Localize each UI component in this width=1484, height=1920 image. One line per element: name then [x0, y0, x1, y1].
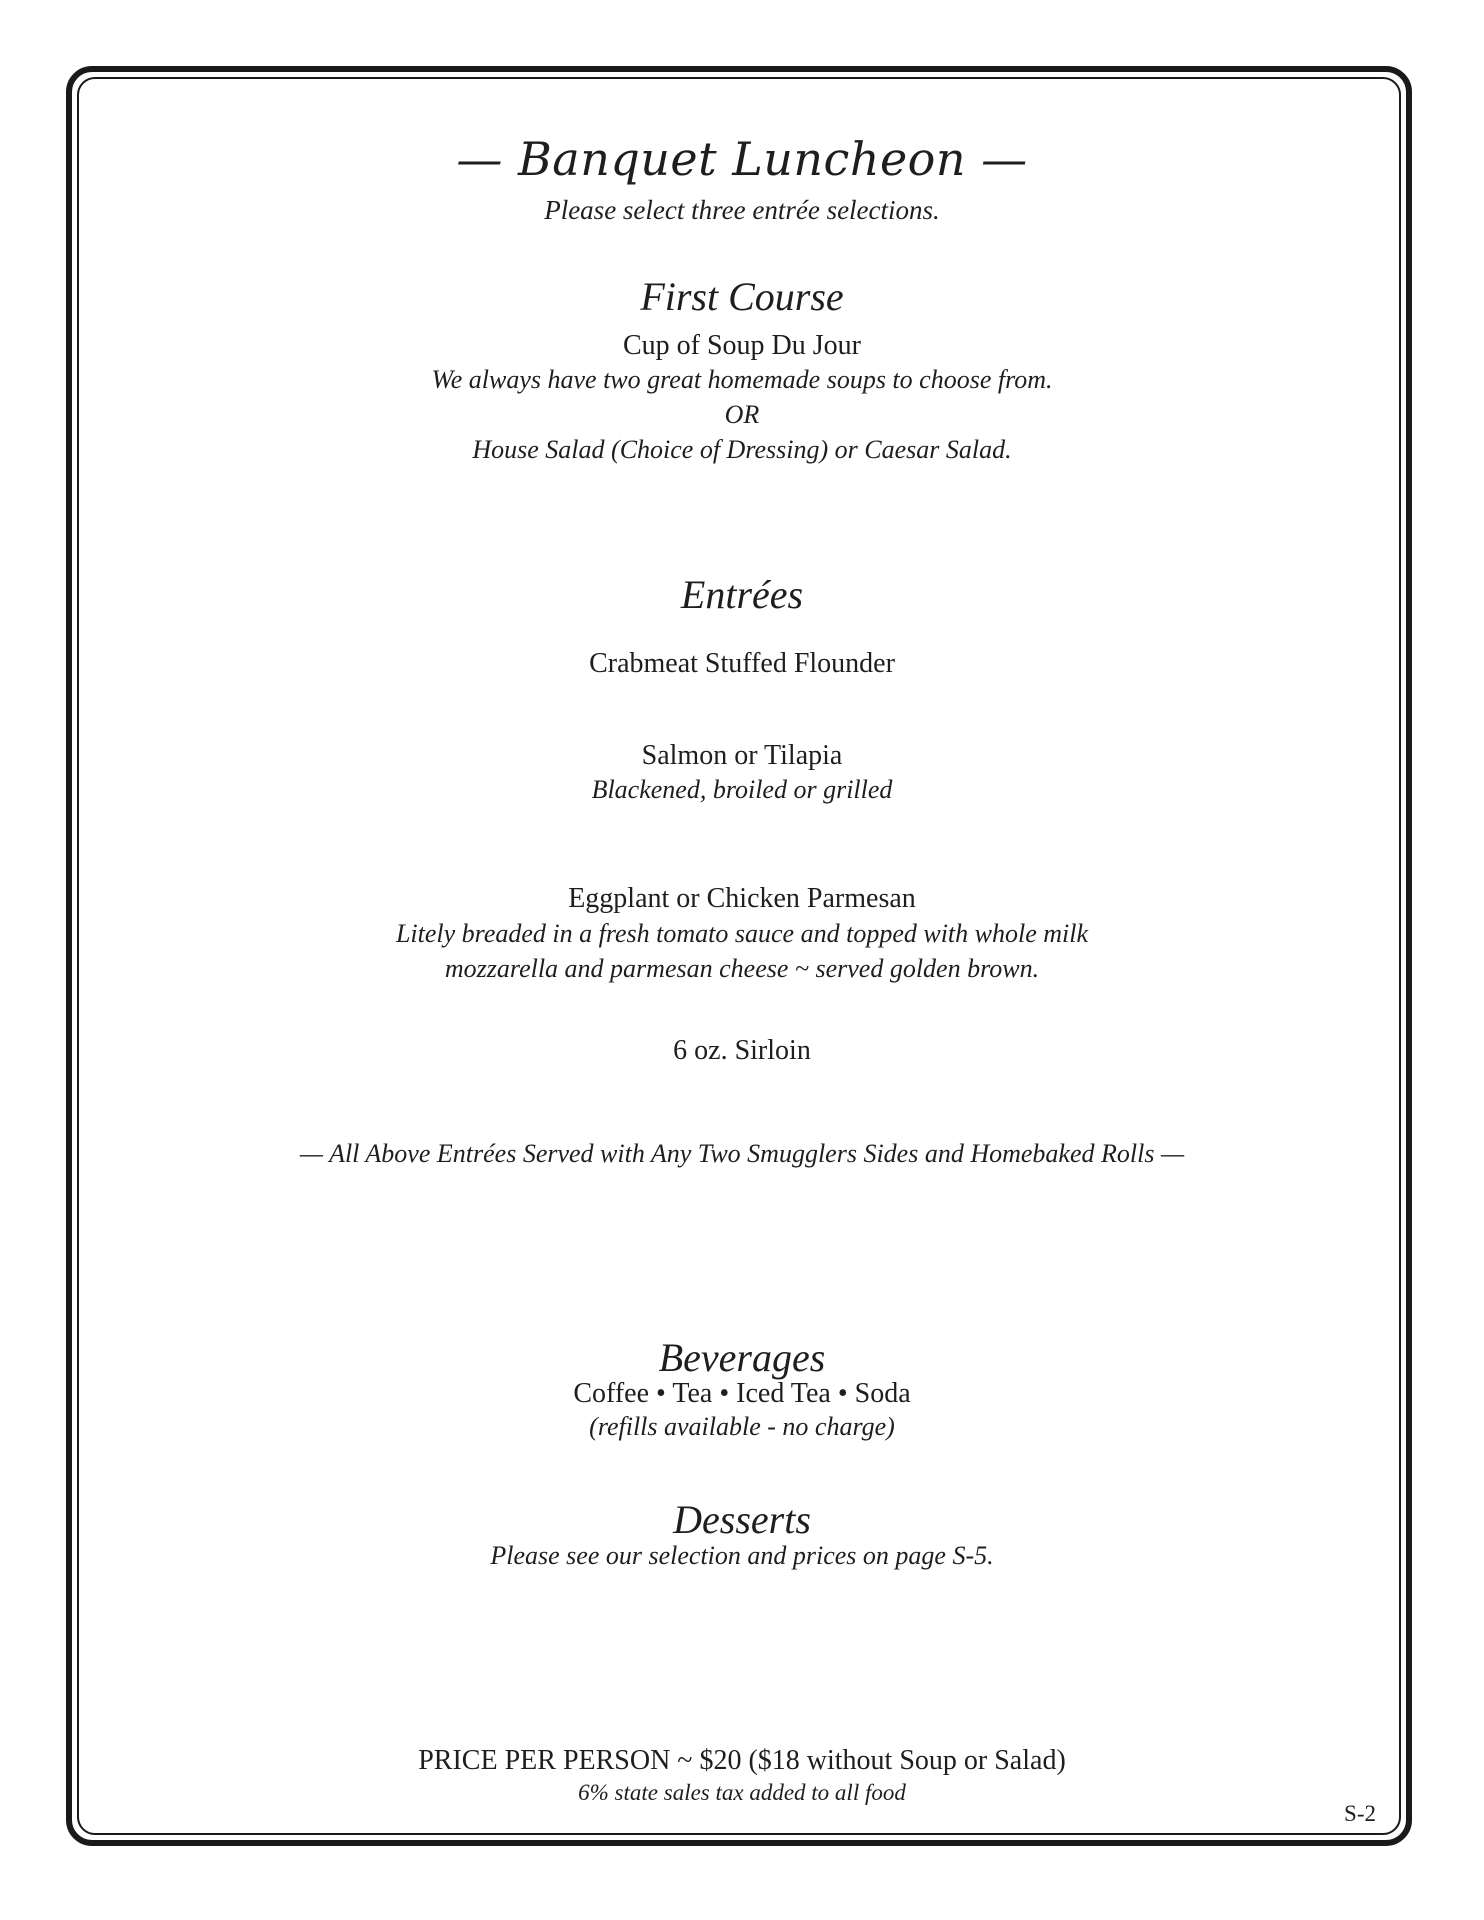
entrees-heading: Entrées — [680, 572, 804, 617]
entree-item-parmesan: Eggplant or Chicken Parmesan — [568, 883, 916, 914]
tax-note: 6% state sales tax added to all food — [578, 1780, 906, 1805]
desserts-heading: Desserts — [673, 1497, 811, 1542]
page-subtitle: Please select three entrée selections. — [544, 195, 940, 225]
first-course-item-desc: We always have two great homemade soups to choose from. — [431, 365, 1053, 394]
page-title: — Banquet Luncheon — — [456, 132, 1028, 186]
beverages-heading: Beverages — [658, 1335, 826, 1380]
entree-item-sirloin: 6 oz. Sirloin — [673, 1035, 811, 1066]
entrees-sides-note: — All Above Entrées Served with Any Two Smugglers Sides and Homebaked Rolls — — [299, 1139, 1185, 1168]
entree-item-salmon: Salmon or Tilapia — [641, 740, 843, 771]
entree-item-parmesan-desc-1: Litely breaded in a fresh tomato sauce and topped with whole milk — [395, 919, 1089, 948]
desserts-note: Please see our selection and prices on page S-5. — [490, 1541, 994, 1570]
entree-item-flounder: Crabmeat Stuffed Flounder — [589, 648, 895, 679]
entree-item-salmon-desc: Blackened, broiled or grilled — [591, 775, 893, 804]
first-course-alternative: House Salad (Choice of Dressing) or Caesar Salad. — [472, 435, 1012, 464]
beverages-list: Coffee • Tea • Iced Tea • Soda — [573, 1378, 911, 1409]
price-per-person: PRICE PER PERSON ~ $20 ($18 without Soup or Salad) — [418, 1745, 1066, 1776]
beverages-note: (refills available - no charge) — [589, 1412, 895, 1441]
page-number: S-2 — [1344, 1801, 1376, 1826]
entree-item-parmesan-desc-2: mozzarella and parmesan cheese ~ served golden brown. — [444, 954, 1040, 983]
first-course-or: OR — [724, 400, 760, 429]
first-course-heading: First Course — [640, 274, 844, 319]
first-course-item: Cup of Soup Du Jour — [622, 330, 861, 361]
